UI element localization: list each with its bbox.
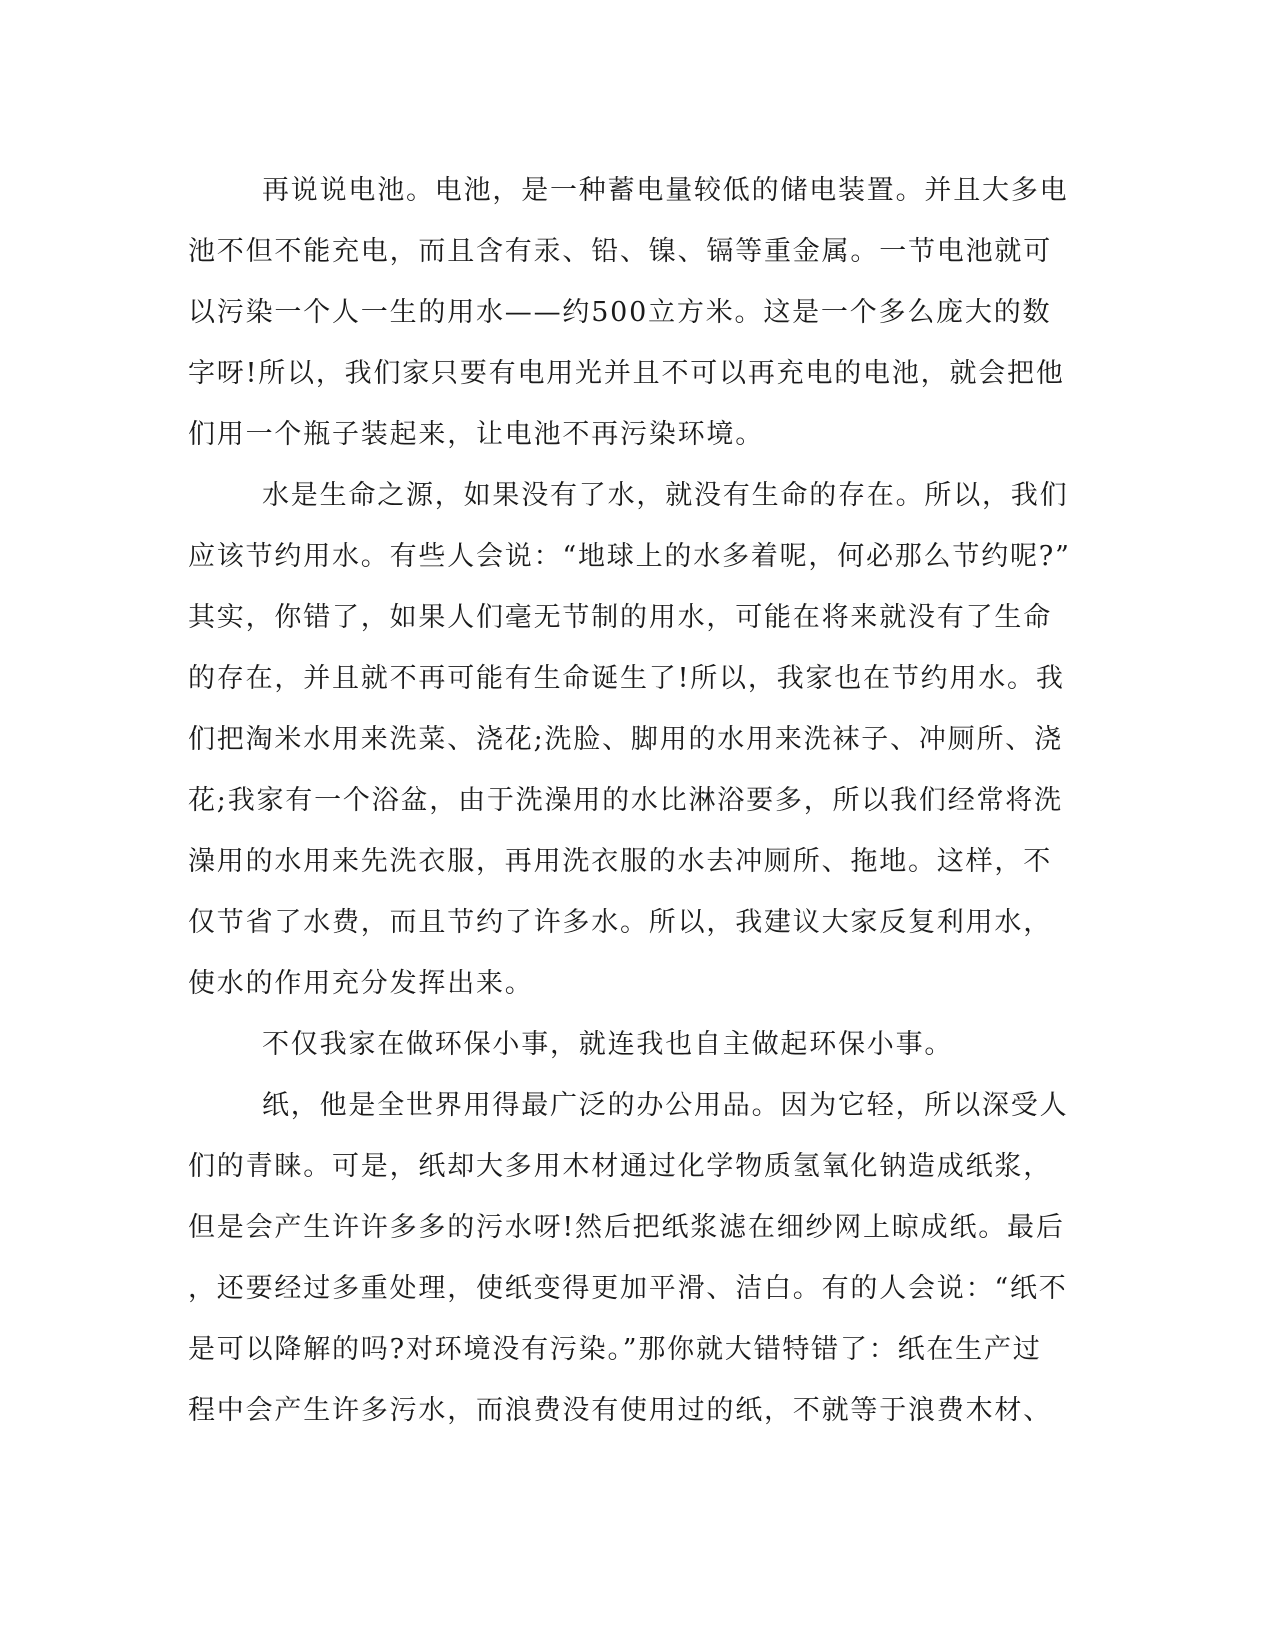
text-line: 花;我家有一个浴盆，由于洗澡用的水比淋浴要多，所以我们经常将洗 [188,785,1063,816]
text-line: 们的青睐。可是，纸却大多用木材通过化学物质氢氧化钠造成纸浆， [188,1151,1052,1182]
text-line: 程中会产生许多污水，而浪费没有使用过的纸，不就等于浪费木材、 [188,1395,1052,1426]
text-line: 其实，你错了，如果人们毫无节制的用水，可能在将来就没有了生命 [188,602,1052,633]
text-line: 再说说电池。电池，是一种蓄电量较低的储电装置。并且大多电 [262,175,1069,206]
text-line: ，还要经过多重处理，使纸变得更加平滑、洁白。有的人会说：“纸不 [188,1273,1068,1304]
text-line: 仅节省了水费，而且节约了许多水。所以，我建议大家反复利用水， [188,907,1052,938]
text-line: 水是生命之源，如果没有了水，就没有生命的存在。所以，我们 [262,480,1069,511]
text-line: 不仅我家在做环保小事，就连我也自主做起环保小事。 [262,1029,954,1060]
text-line: 应该节约用水。有些人会说：“地球上的水多着呢，何必那么节约呢?” [188,541,1071,572]
text-line: 们把淘米水用来洗菜、浇花;洗脸、脚用的水用来洗袜子、冲厕所、浇 [188,724,1063,755]
text-line: 的存在，并且就不再可能有生命诞生了!所以，我家也在节约用水。我 [188,663,1065,694]
text-line: 们用一个瓶子装起来，让电池不再污染环境。 [188,419,764,450]
text-line: 但是会产生许许多多的污水呀!然后把纸浆滤在细纱网上晾成纸。最后 [188,1212,1065,1243]
text-line: 澡用的水用来先洗衣服，再用洗衣服的水去冲厕所、拖地。这样，不 [188,846,1052,877]
text-line: 池不但不能充电，而且含有汞、铅、镍、镉等重金属。一节电池就可 [188,236,1052,267]
text-line: 字呀!所以，我们家只要有电用光并且不可以再充电的电池，就会把他 [188,358,1065,389]
text-line: 以污染一个人一生的用水——约500立方米。这是一个多么庞大的数 [188,297,1052,328]
document-body [188,160,1071,1441]
text-line: 纸，他是全世界用得最广泛的办公用品。因为它轻，所以深受人 [262,1090,1069,1121]
text-line: 是可以降解的吗?对环境没有污染。”那你就大错特错了：纸在生产过 [188,1334,1042,1365]
text-line: 使水的作用充分发挥出来。 [188,968,534,999]
